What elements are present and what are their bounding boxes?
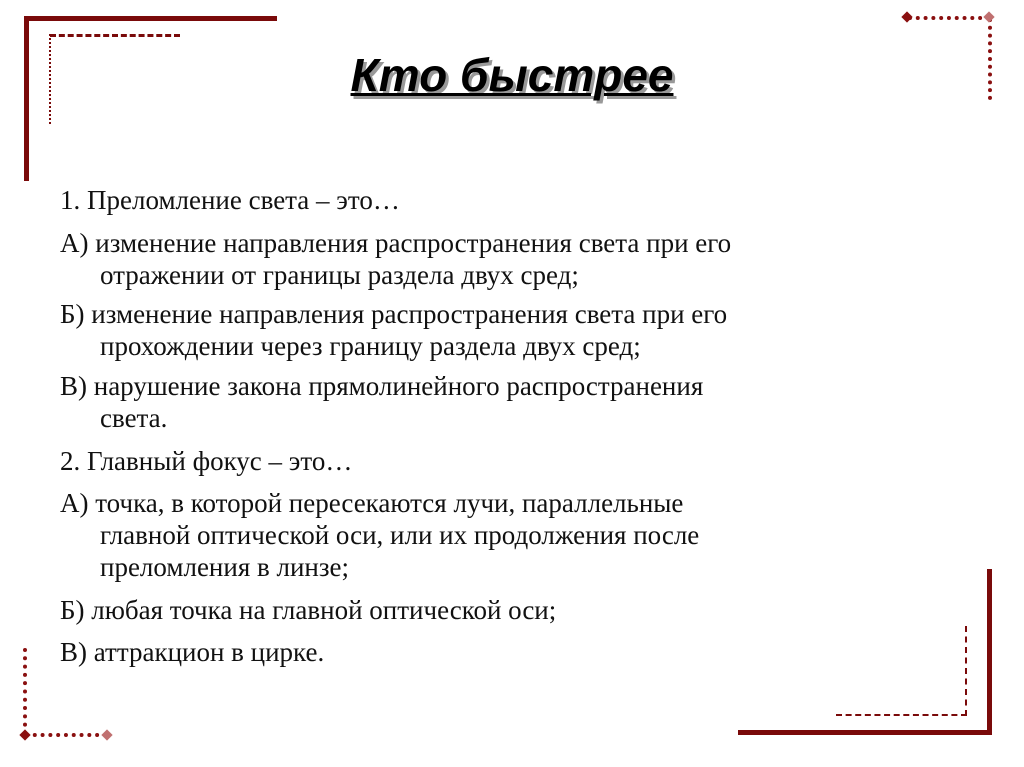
- question-text: 1. Преломление света – это…: [60, 185, 400, 215]
- question-2: [60, 445, 920, 477]
- frame-line: [24, 16, 277, 21]
- answer-text: А) изменение направления распространения света при его: [60, 228, 732, 258]
- question-text: 2. Главный фокус – это…: [60, 446, 353, 476]
- answer-1b: [60, 298, 920, 362]
- answer-text-cont: света.: [100, 403, 168, 433]
- frame-dashed-line: [965, 626, 967, 716]
- answer-text-cont: прохождении через границу раздела двух сред;: [100, 331, 641, 361]
- ornament-diamond: [19, 729, 30, 740]
- answer-text-cont: преломления в линзе;: [100, 552, 350, 582]
- answer-text: В) аттракцион в цирке.: [60, 637, 325, 667]
- ornament-diamond: [901, 11, 912, 22]
- answer-text: А) точка, в которой пересекаются лучи, параллельные: [60, 488, 684, 518]
- answer-text: Б) изменение направления распространения света при его: [60, 299, 728, 329]
- frame-line: [738, 730, 992, 735]
- frame-dashed-line: [50, 34, 180, 37]
- ornament-line: [23, 648, 27, 735]
- question-1: [60, 184, 920, 216]
- ornament-diamond: [983, 11, 994, 22]
- slide-title: Кто быстрее: [350, 49, 674, 101]
- answer-2a: [60, 487, 920, 583]
- ornament-line: [25, 733, 107, 737]
- answer-text: В) нарушение закона прямолинейного распространения: [60, 371, 704, 401]
- frame-line: [987, 569, 992, 735]
- answer-text-cont: главной оптической оси, или их продолжения после: [100, 520, 700, 550]
- ornament-line: [908, 16, 990, 20]
- ornament-diamond: [101, 729, 112, 740]
- frame-dashed-line: [836, 714, 967, 716]
- answer-1a: [60, 227, 920, 291]
- answer-2c: [60, 636, 920, 668]
- answer-2b: [60, 594, 920, 626]
- answer-text-cont: отражении от границы раздела двух сред;: [100, 260, 579, 290]
- answer-text: Б) любая точка на главной оптической оси;: [60, 595, 557, 625]
- answer-1c: [60, 370, 920, 434]
